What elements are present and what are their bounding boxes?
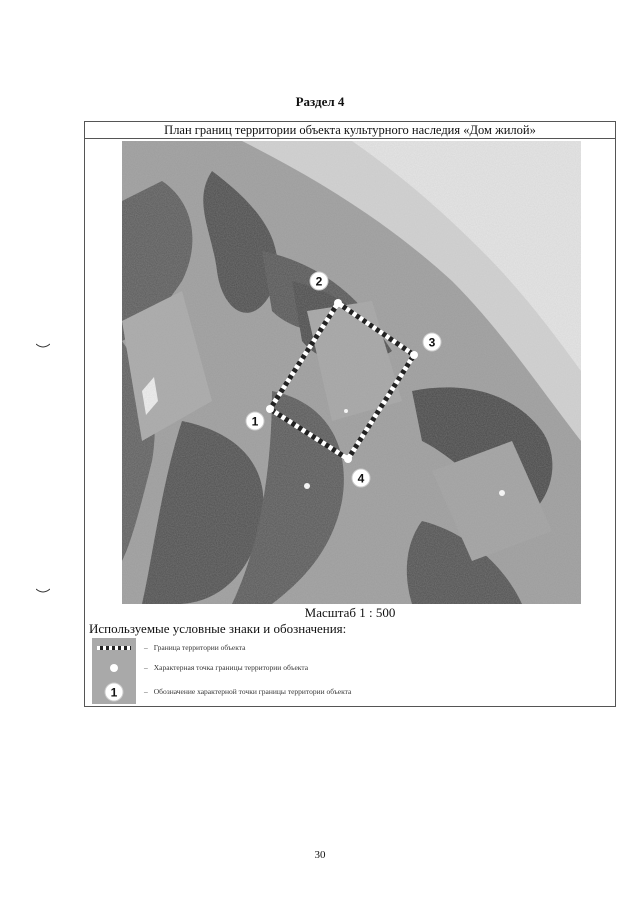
numbered-circle-icon [105,683,123,701]
legend-item-point-label: – Обозначение характерной точки границы территории объекта [144,687,352,696]
boundary-point-dot [344,455,352,463]
map-grain [122,141,581,604]
map-scale: Масштаб 1 : 500 [304,605,396,620]
legend-title: Используемые условные знаки и обозначения: [89,621,347,636]
boundary-point-label-4 [352,469,370,487]
svg-text:4: 4 [357,471,365,486]
boundary-point-dot [334,299,342,307]
boundary-point-label-2 [310,272,328,290]
margin-mark-icon [36,343,50,349]
white-dot-icon [110,664,118,672]
svg-text:3: 3 [428,335,436,350]
legend-symbols [92,638,136,704]
aerial-map [122,141,581,604]
legend-item-boundary: – Граница территории объекта [144,643,246,652]
svg-text:1: 1 [251,414,259,429]
page-number: 30 [314,849,326,861]
boundary-point-dot [266,405,274,413]
boundary-point-label-1 [246,412,264,430]
boundary-point-dot [410,351,418,359]
svg-text:2: 2 [315,274,323,289]
legend-item-point: – Характерная точка границы территории объекта [144,663,309,672]
plan-frame [84,121,616,707]
boundary-point-label-3 [423,333,441,351]
plan-title: План границ территории объекта культурного наследия «Дом жилой» [85,122,615,139]
svg-text:1: 1 [110,685,118,700]
section-title: Раздел 4 [295,94,345,109]
map-svg [122,141,581,604]
margin-mark-icon [36,588,50,594]
